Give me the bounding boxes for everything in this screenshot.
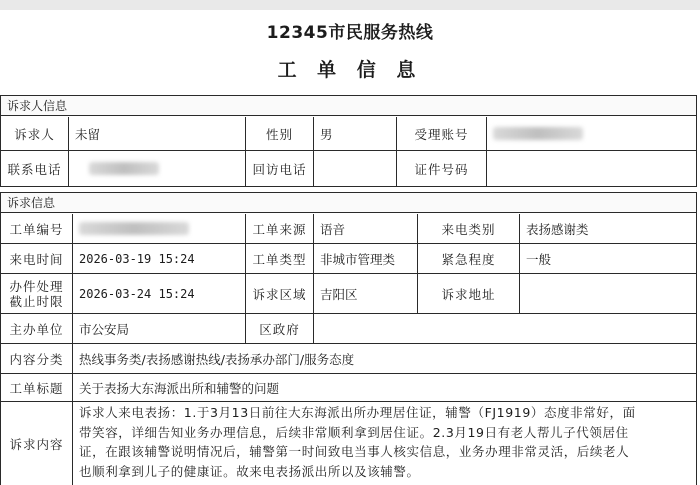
urgency-value: 一般 (520, 244, 697, 274)
redacted-account (493, 127, 583, 140)
top-strip (0, 0, 700, 10)
document-subtitle: 工 单 信 息 (277, 59, 423, 81)
id-value (487, 151, 697, 186)
phone-value (69, 151, 246, 186)
gender-value: 男 (314, 117, 397, 151)
content-text (73, 403, 697, 481)
callback-label: 回访电话 (246, 151, 314, 186)
content-line: 诉求人来电表扬：1.于3月13日前往大东海派出所办理居住证，辅警（FJ1919）态度非常好，面 (79, 405, 636, 420)
topic-value: 关于表扬大东海派出所和辅警的问题 (73, 374, 697, 402)
topic-label: 工单标题 (1, 374, 73, 402)
urgency-label: 紧急程度 (418, 244, 520, 274)
deadline-value: 2026-03-24 15:24 (73, 274, 246, 314)
zone-label: 区政府 (246, 314, 314, 344)
address-label: 诉求地址 (418, 274, 520, 314)
order-type-label: 工单类型 (246, 244, 314, 274)
account-value (487, 117, 697, 151)
district-value: 吉阳区 (314, 274, 418, 314)
petitioner-table (0, 95, 697, 187)
deadline-label (1, 274, 73, 314)
category-label: 内容分类 (1, 344, 73, 374)
name-label: 诉求人 (1, 117, 69, 151)
call-time-label: 来电时间 (1, 244, 73, 274)
call-type-label: 来电类别 (418, 214, 520, 244)
order-type-value: 非城市管理类 (314, 244, 418, 274)
request-table (0, 192, 697, 485)
content-line: 证，在跟该辅警说明情况后，辅警第一时间致电当事人核实信息，业务办理非常灵活，后续老人 (79, 444, 630, 459)
source-value: 语音 (314, 214, 418, 244)
callback-value (314, 151, 397, 186)
call-time-value: 2026-03-19 15:24 (73, 244, 246, 274)
document-title: 12345市民服务热线 (266, 23, 434, 43)
address-value (520, 274, 697, 314)
id-label: 证件号码 (397, 151, 487, 186)
zone-value (314, 314, 697, 344)
order-no-label: 工单编号 (1, 214, 73, 244)
host-unit-label: 主办单位 (1, 314, 73, 344)
account-label: 受理账号 (397, 117, 487, 151)
name-value: 未留 (69, 117, 246, 151)
redacted-order-no (79, 222, 189, 235)
order-no-value (73, 214, 246, 244)
gender-label: 性别 (246, 117, 314, 151)
content-line: 带笑容，详细告知业务办理信息，后续非常顺利拿到居住证。2.3月19日有老人帮儿子代领居住 (79, 424, 629, 440)
district-label: 诉求区域 (246, 274, 314, 314)
request-section-heading: 诉求信息 (1, 193, 696, 213)
redacted-phone (89, 162, 159, 175)
host-unit-value: 市公安局 (73, 314, 246, 344)
deadline-label-line2: 截止时限 (9, 293, 64, 309)
category-value: 热线事务类/表扬感谢热线/表扬承办部门/服务态度 (73, 344, 697, 374)
content-line: 也顺利拿到儿子的健康证。故来电表扬派出所以及该辅警。 (79, 463, 420, 479)
source-label: 工单来源 (246, 214, 314, 244)
call-type-value: 表扬感谢类 (520, 214, 697, 244)
content-label: 诉求内容 (1, 402, 73, 485)
phone-label: 联系电话 (1, 151, 69, 186)
deadline-label-line1: 办件处理 (9, 278, 64, 294)
petitioner-section-heading: 诉求人信息 (1, 96, 696, 116)
